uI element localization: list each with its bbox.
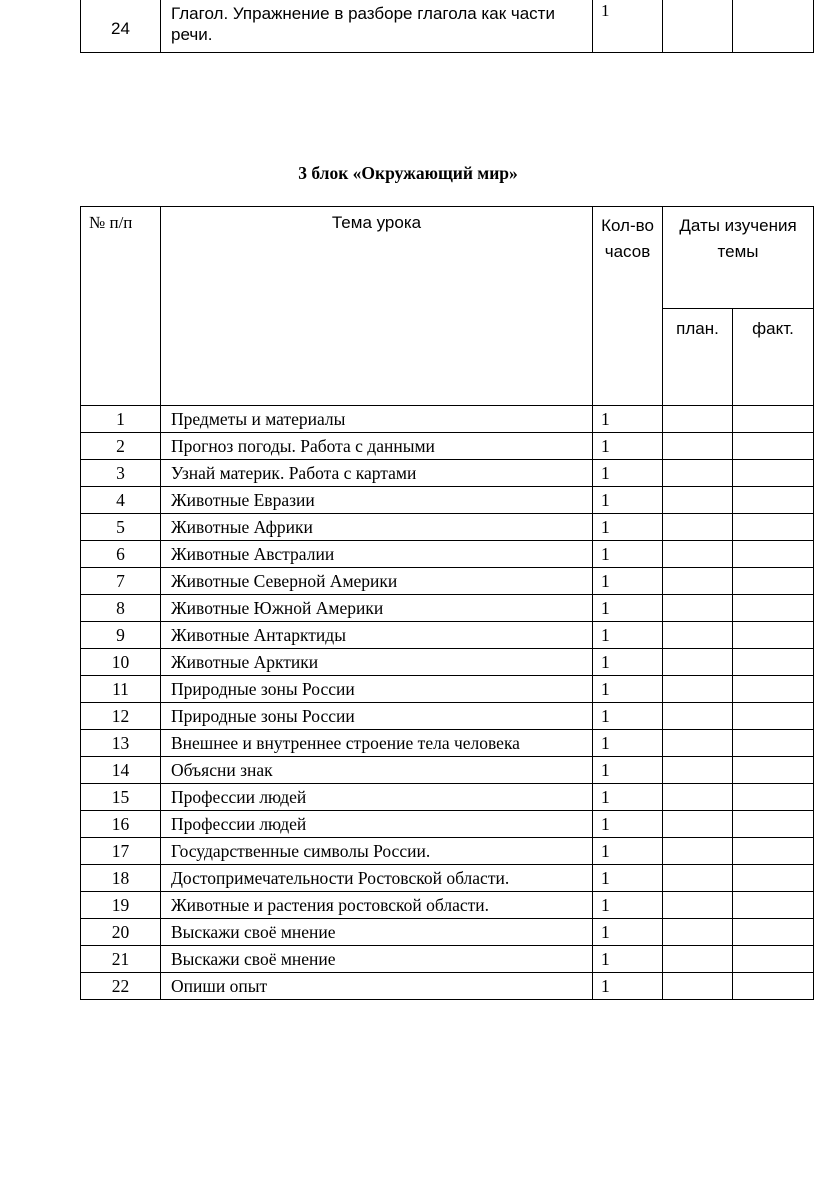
row-topic: Профессии людей: [161, 784, 593, 811]
row-plan-date: [663, 919, 733, 946]
row-plan-date: [663, 622, 733, 649]
table-row: [81, 0, 814, 53]
table-row: [81, 919, 814, 946]
top-lesson-table: [80, 0, 814, 53]
table-row: [81, 622, 814, 649]
row-hours: 1: [593, 784, 663, 811]
row-plan-date: [663, 568, 733, 595]
row-hours: 1: [593, 514, 663, 541]
row-hours: 1: [593, 730, 663, 757]
row-plan-date: [663, 946, 733, 973]
row-hours: 1: [593, 703, 663, 730]
row-fact-date: [733, 784, 814, 811]
row-plan-date: [663, 487, 733, 514]
row-topic: Достопримечательности Ростовской области.: [161, 865, 593, 892]
table-row: [81, 784, 814, 811]
row-hours: 1: [593, 622, 663, 649]
row-plan-date: [663, 703, 733, 730]
row-plan-date: [663, 811, 733, 838]
row-topic: Прогноз погоды. Работа с данными: [161, 433, 593, 460]
row-hours: 1: [593, 595, 663, 622]
row-number: 10: [81, 649, 161, 676]
row-hours: 1: [593, 865, 663, 892]
header-topic: Тема урока: [161, 207, 593, 406]
lesson-plan-date: [663, 0, 733, 53]
row-fact-date: [733, 757, 814, 784]
row-plan-date: [663, 892, 733, 919]
row-topic: Государственные символы России.: [161, 838, 593, 865]
row-plan-date: [663, 595, 733, 622]
row-topic: Животные и растения ростовской области.: [161, 892, 593, 919]
row-number: 17: [81, 838, 161, 865]
lesson-plan-table: [80, 206, 814, 1000]
table-row: [81, 595, 814, 622]
table-row: [81, 730, 814, 757]
row-topic: Животные Южной Америки: [161, 595, 593, 622]
header-fact: факт.: [733, 309, 814, 406]
row-number: 11: [81, 676, 161, 703]
row-hours: 1: [593, 676, 663, 703]
table-row: [81, 460, 814, 487]
row-number: 21: [81, 946, 161, 973]
row-plan-date: [663, 433, 733, 460]
row-hours: 1: [593, 838, 663, 865]
table-row: [81, 946, 814, 973]
row-number: 7: [81, 568, 161, 595]
table-row: [81, 973, 814, 1000]
lesson-hours: 1: [593, 0, 663, 53]
row-fact-date: [733, 703, 814, 730]
row-plan-date: [663, 838, 733, 865]
table-row: [81, 541, 814, 568]
row-fact-date: [733, 433, 814, 460]
row-number: 12: [81, 703, 161, 730]
row-topic: Опиши опыт: [161, 973, 593, 1000]
row-number: 14: [81, 757, 161, 784]
row-hours: 1: [593, 433, 663, 460]
lesson-topic: Глагол. Упражнение в разборе глагола как части речи.: [161, 0, 593, 53]
row-hours: 1: [593, 487, 663, 514]
row-topic: Внешнее и внутреннее строение тела человека: [161, 730, 593, 757]
row-fact-date: [733, 541, 814, 568]
row-topic: Узнай материк. Работа с картами: [161, 460, 593, 487]
row-number: 5: [81, 514, 161, 541]
row-fact-date: [733, 487, 814, 514]
row-number: 8: [81, 595, 161, 622]
row-hours: 1: [593, 460, 663, 487]
table-row: [81, 865, 814, 892]
row-hours: 1: [593, 919, 663, 946]
table-row: [81, 676, 814, 703]
header-dates: Даты изучения темы: [663, 207, 814, 309]
row-plan-date: [663, 757, 733, 784]
row-number: 19: [81, 892, 161, 919]
row-topic: Животные Антарктиды: [161, 622, 593, 649]
row-topic: Животные Северной Америки: [161, 568, 593, 595]
row-plan-date: [663, 460, 733, 487]
row-fact-date: [733, 892, 814, 919]
row-fact-date: [733, 595, 814, 622]
row-plan-date: [663, 676, 733, 703]
row-fact-date: [733, 730, 814, 757]
row-number: 4: [81, 487, 161, 514]
table-row: [81, 892, 814, 919]
row-plan-date: [663, 784, 733, 811]
table-header-row: [81, 207, 814, 309]
header-number: № п/п: [81, 207, 161, 406]
row-fact-date: [733, 622, 814, 649]
lesson-number: 24: [81, 0, 161, 53]
row-plan-date: [663, 514, 733, 541]
row-topic: Объясни знак: [161, 757, 593, 784]
row-fact-date: [733, 973, 814, 1000]
table-row: [81, 514, 814, 541]
row-plan-date: [663, 406, 733, 433]
header-plan: план.: [663, 309, 733, 406]
row-plan-date: [663, 865, 733, 892]
row-number: 13: [81, 730, 161, 757]
row-fact-date: [733, 649, 814, 676]
row-fact-date: [733, 514, 814, 541]
row-topic: Природные зоны России: [161, 676, 593, 703]
row-number: 9: [81, 622, 161, 649]
row-topic: Животные Евразии: [161, 487, 593, 514]
row-fact-date: [733, 568, 814, 595]
row-hours: 1: [593, 649, 663, 676]
row-number: 18: [81, 865, 161, 892]
row-hours: 1: [593, 406, 663, 433]
table-row: [81, 757, 814, 784]
row-hours: 1: [593, 973, 663, 1000]
row-fact-date: [733, 406, 814, 433]
row-hours: 1: [593, 568, 663, 595]
table-row: [81, 649, 814, 676]
row-number: 20: [81, 919, 161, 946]
row-fact-date: [733, 676, 814, 703]
row-topic: Выскажи своё мнение: [161, 919, 593, 946]
table-row: [81, 433, 814, 460]
table-row: [81, 406, 814, 433]
table-row: [81, 811, 814, 838]
row-topic: Профессии людей: [161, 811, 593, 838]
table-row: [81, 568, 814, 595]
row-hours: 1: [593, 811, 663, 838]
row-hours: 1: [593, 757, 663, 784]
row-fact-date: [733, 865, 814, 892]
row-hours: 1: [593, 946, 663, 973]
row-hours: 1: [593, 892, 663, 919]
row-fact-date: [733, 838, 814, 865]
row-number: 22: [81, 973, 161, 1000]
row-fact-date: [733, 946, 814, 973]
row-fact-date: [733, 811, 814, 838]
row-topic: Животные Арктики: [161, 649, 593, 676]
row-number: 15: [81, 784, 161, 811]
lesson-fact-date: [733, 0, 814, 53]
row-plan-date: [663, 541, 733, 568]
row-plan-date: [663, 973, 733, 1000]
row-plan-date: [663, 730, 733, 757]
row-topic: Животные Австралии: [161, 541, 593, 568]
row-number: 3: [81, 460, 161, 487]
table-row: [81, 838, 814, 865]
row-hours: 1: [593, 541, 663, 568]
block-title: 3 блок «Окружающий мир»: [298, 163, 518, 183]
row-plan-date: [663, 649, 733, 676]
row-topic: Природные зоны России: [161, 703, 593, 730]
row-number: 6: [81, 541, 161, 568]
row-topic: Животные Африки: [161, 514, 593, 541]
row-fact-date: [733, 919, 814, 946]
row-number: 16: [81, 811, 161, 838]
row-topic: Предметы и материалы: [161, 406, 593, 433]
row-topic: Выскажи своё мнение: [161, 946, 593, 973]
table-row: [81, 703, 814, 730]
row-fact-date: [733, 460, 814, 487]
row-number: 1: [81, 406, 161, 433]
table-row: [81, 487, 814, 514]
row-number: 2: [81, 433, 161, 460]
header-hours: Кол-во часов: [593, 207, 663, 406]
